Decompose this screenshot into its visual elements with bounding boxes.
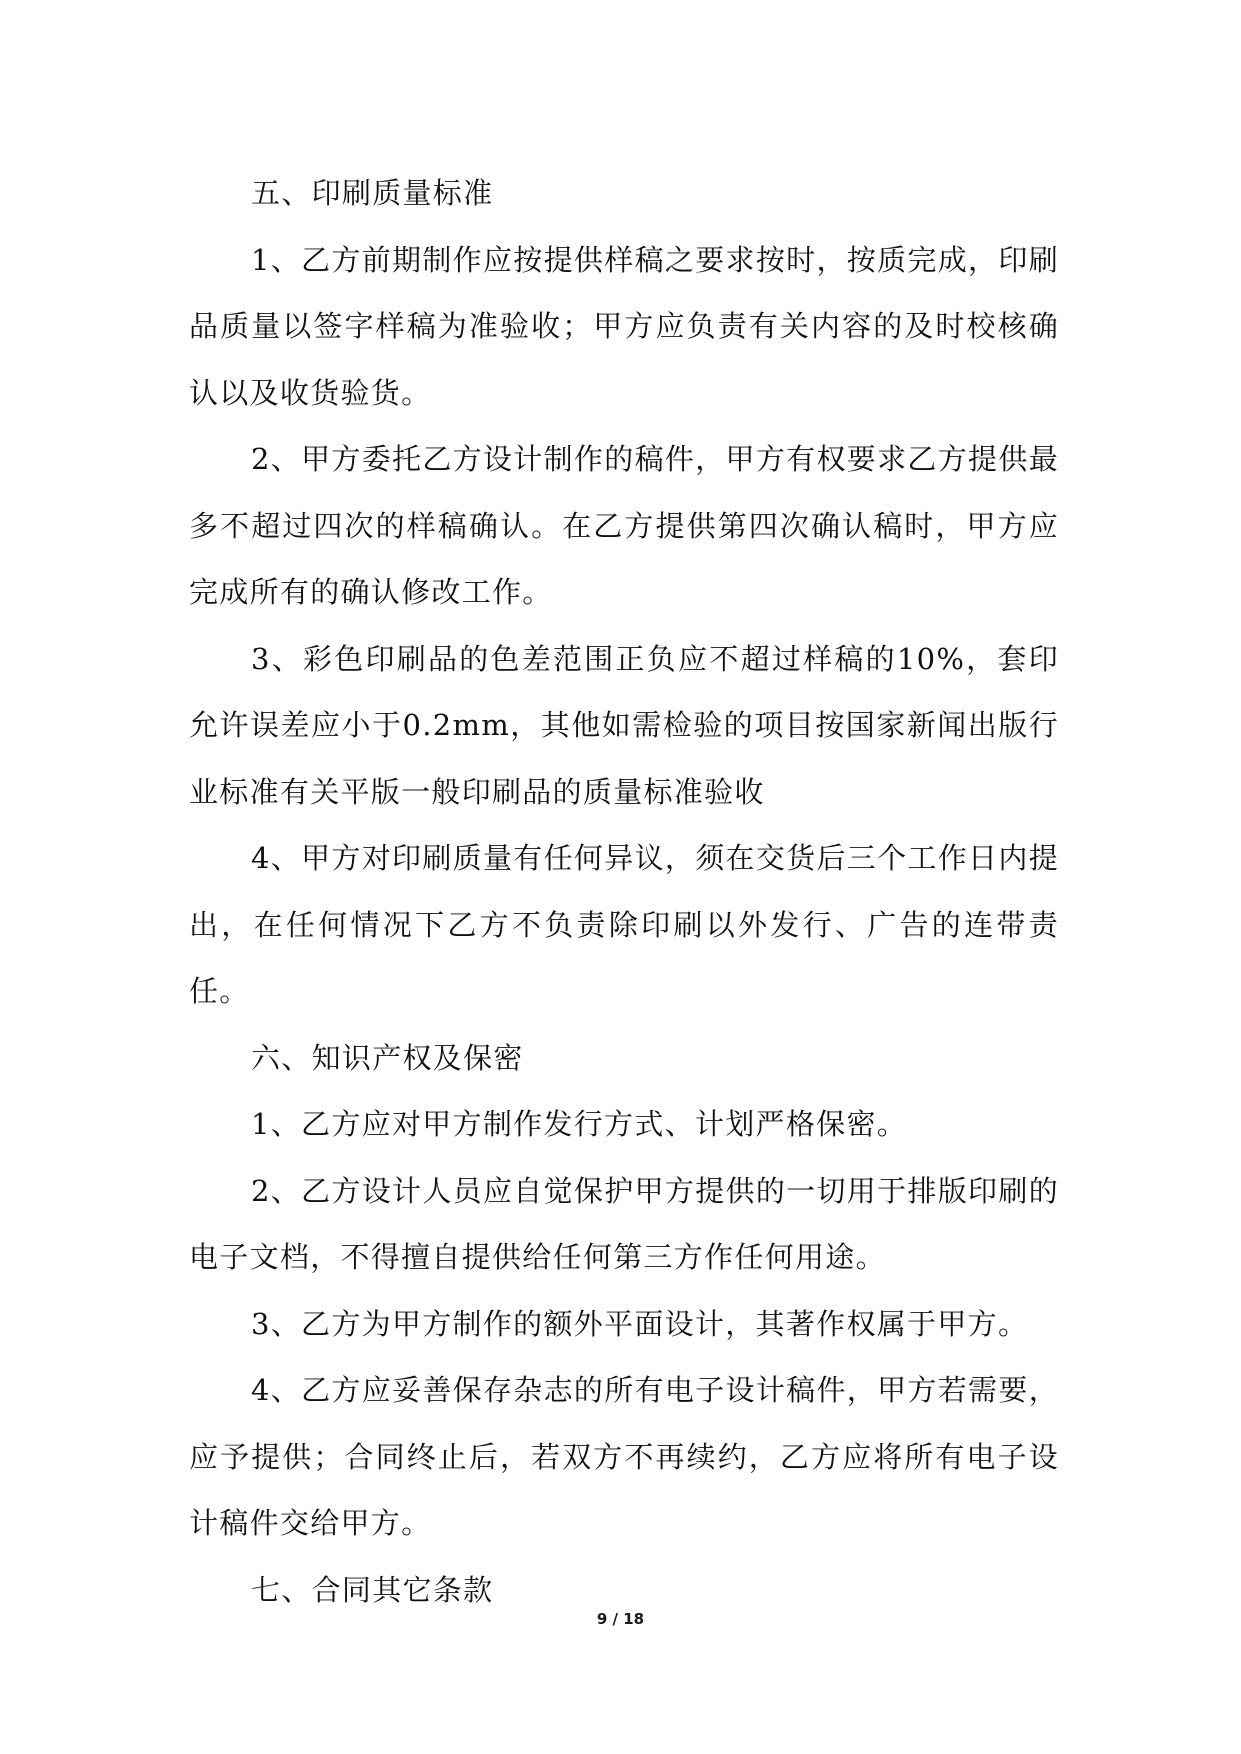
clause-paragraph: 3、乙方为甲方制作的额外平面设计，其著作权属于甲方。 <box>251 1306 1029 1341</box>
section-heading-print-quality: 五、印刷质量标准 <box>251 176 494 210</box>
document-body <box>189 160 1059 1623</box>
clause-paragraph: 1、乙方应对甲方制作发行方式、计划严格保密。 <box>251 1107 908 1141</box>
clause-paragraph: 3、彩色印刷品的色差范围正负应不超过样稿的10%，套印允许误差应小于0.2mm，其他如需检验的项目按国家新闻出版行业标准有关平版一般印刷品的质量标准验收 <box>189 641 1059 809</box>
section-heading-ip-confidentiality: 六、知识产权及保密 <box>251 1040 524 1075</box>
page-number: 9 / 18 <box>596 1610 645 1628</box>
clause-paragraph: 2、甲方委托乙方设计制作的稿件，甲方有权要求乙方提供最多不超过四次的样稿确认。在乙方提供第四次确认稿时，甲方应完成所有的确认修改工作。 <box>189 442 1059 609</box>
clause-paragraph: 2、乙方设计人员应自觉保护甲方提供的一切用于排版印刷的电子文档，不得擅自提供给任何第三方作任何用途。 <box>189 1173 1059 1274</box>
clause-paragraph: 4、甲方对印刷质量有任何异议，须在交货后三个工作日内提出，在任何情况下乙方不负责除印刷以外发行、广告的连带责任。 <box>189 841 1059 1008</box>
section-heading-other-terms: 七、合同其它条款 <box>251 1572 494 1607</box>
clause-paragraph: 1、乙方前期制作应按提供样稿之要求按时，按质完成，印刷品质量以签字样稿为准验收；甲方应负责有关内容的及时校核确认以及收货验货。 <box>189 242 1059 410</box>
clause-paragraph: 4、乙方应妥善保存杂志的所有电子设计稿件，甲方若需要，应予提供；合同终止后，若双方不再续约，乙方应将所有电子设计稿件交给甲方。 <box>189 1373 1059 1540</box>
